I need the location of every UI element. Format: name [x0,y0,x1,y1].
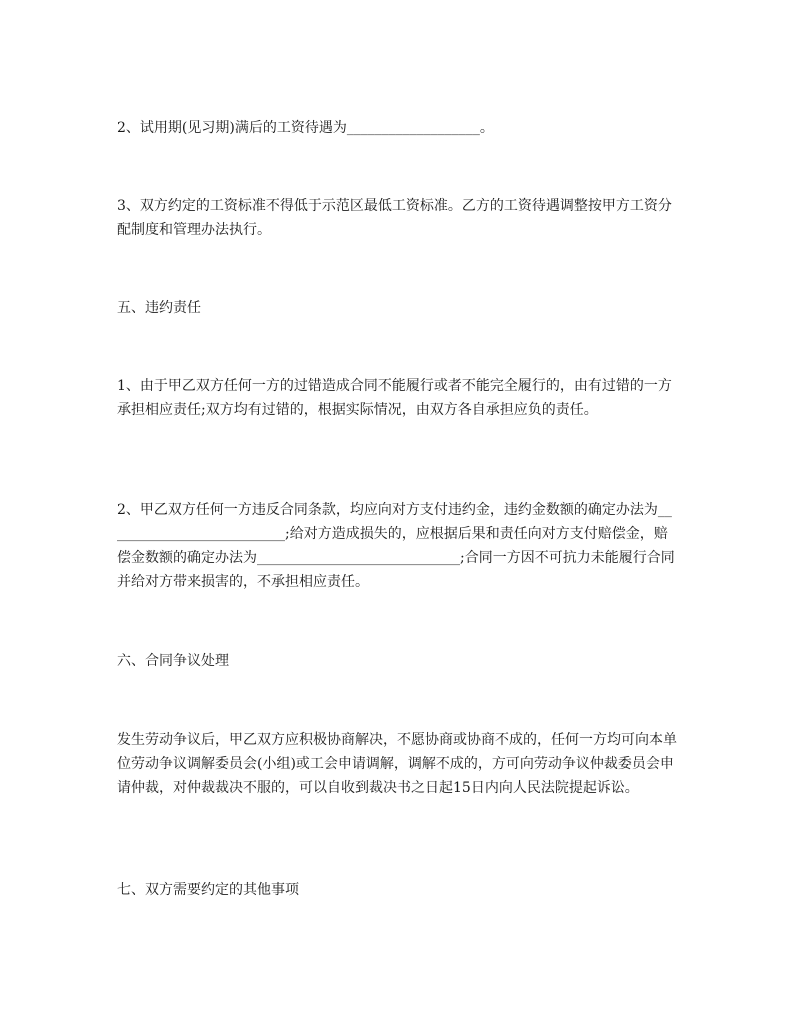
paragraph-salary-after-probation: 2、试用期(见习期)满后的工资待遇为___________________。 [117,120,494,136]
heading-other-matters: 七、双方需要约定的其他事项 [117,882,299,898]
paragraph-salary-standard: 3、双方约定的工资标准不得低于示范区最低工资标准。乙方的工资待遇调整按甲方工资分配制度和管理办法执行。 [117,198,672,238]
heading-dispute-handling: 六、合同争议处理 [117,653,229,669]
paragraph-breach-fault: 1、由于甲乙双方任何一方的过错造成合同不能履行或者不能完全履行的，由有过错的一方承担相应责任;双方均有过错的，根据实际情况，由双方各自承担应负的责任。 [117,378,672,418]
paragraph-breach-penalty: 2、甲乙双方任何一方违反合同条款，均应向对方支付违约金，违约金数额的确定办法为__________________________;给对方造成损失的，应根据后果和责任向对方支付赔偿金，赔偿金数额的确定办法为_____________________________;合同一方因不可抗力未能履行合同并给对方带来损害的，不承担相应责任。 [117,502,675,590]
paragraph-dispute-resolution: 发生劳动争议后，甲乙双方应积极协商解决，不愿协商或协商不成的，任何一方均可向本单位劳动争议调解委员会(小组)或工会申请调解，调解不成的，方可向劳动争议仲裁委员会申请仲裁，对仲裁裁决不服的，可以自收到裁决书之日起15日内向人民法院提起诉讼。 [117,732,677,796]
heading-breach-liability: 五、违约责任 [117,300,201,316]
